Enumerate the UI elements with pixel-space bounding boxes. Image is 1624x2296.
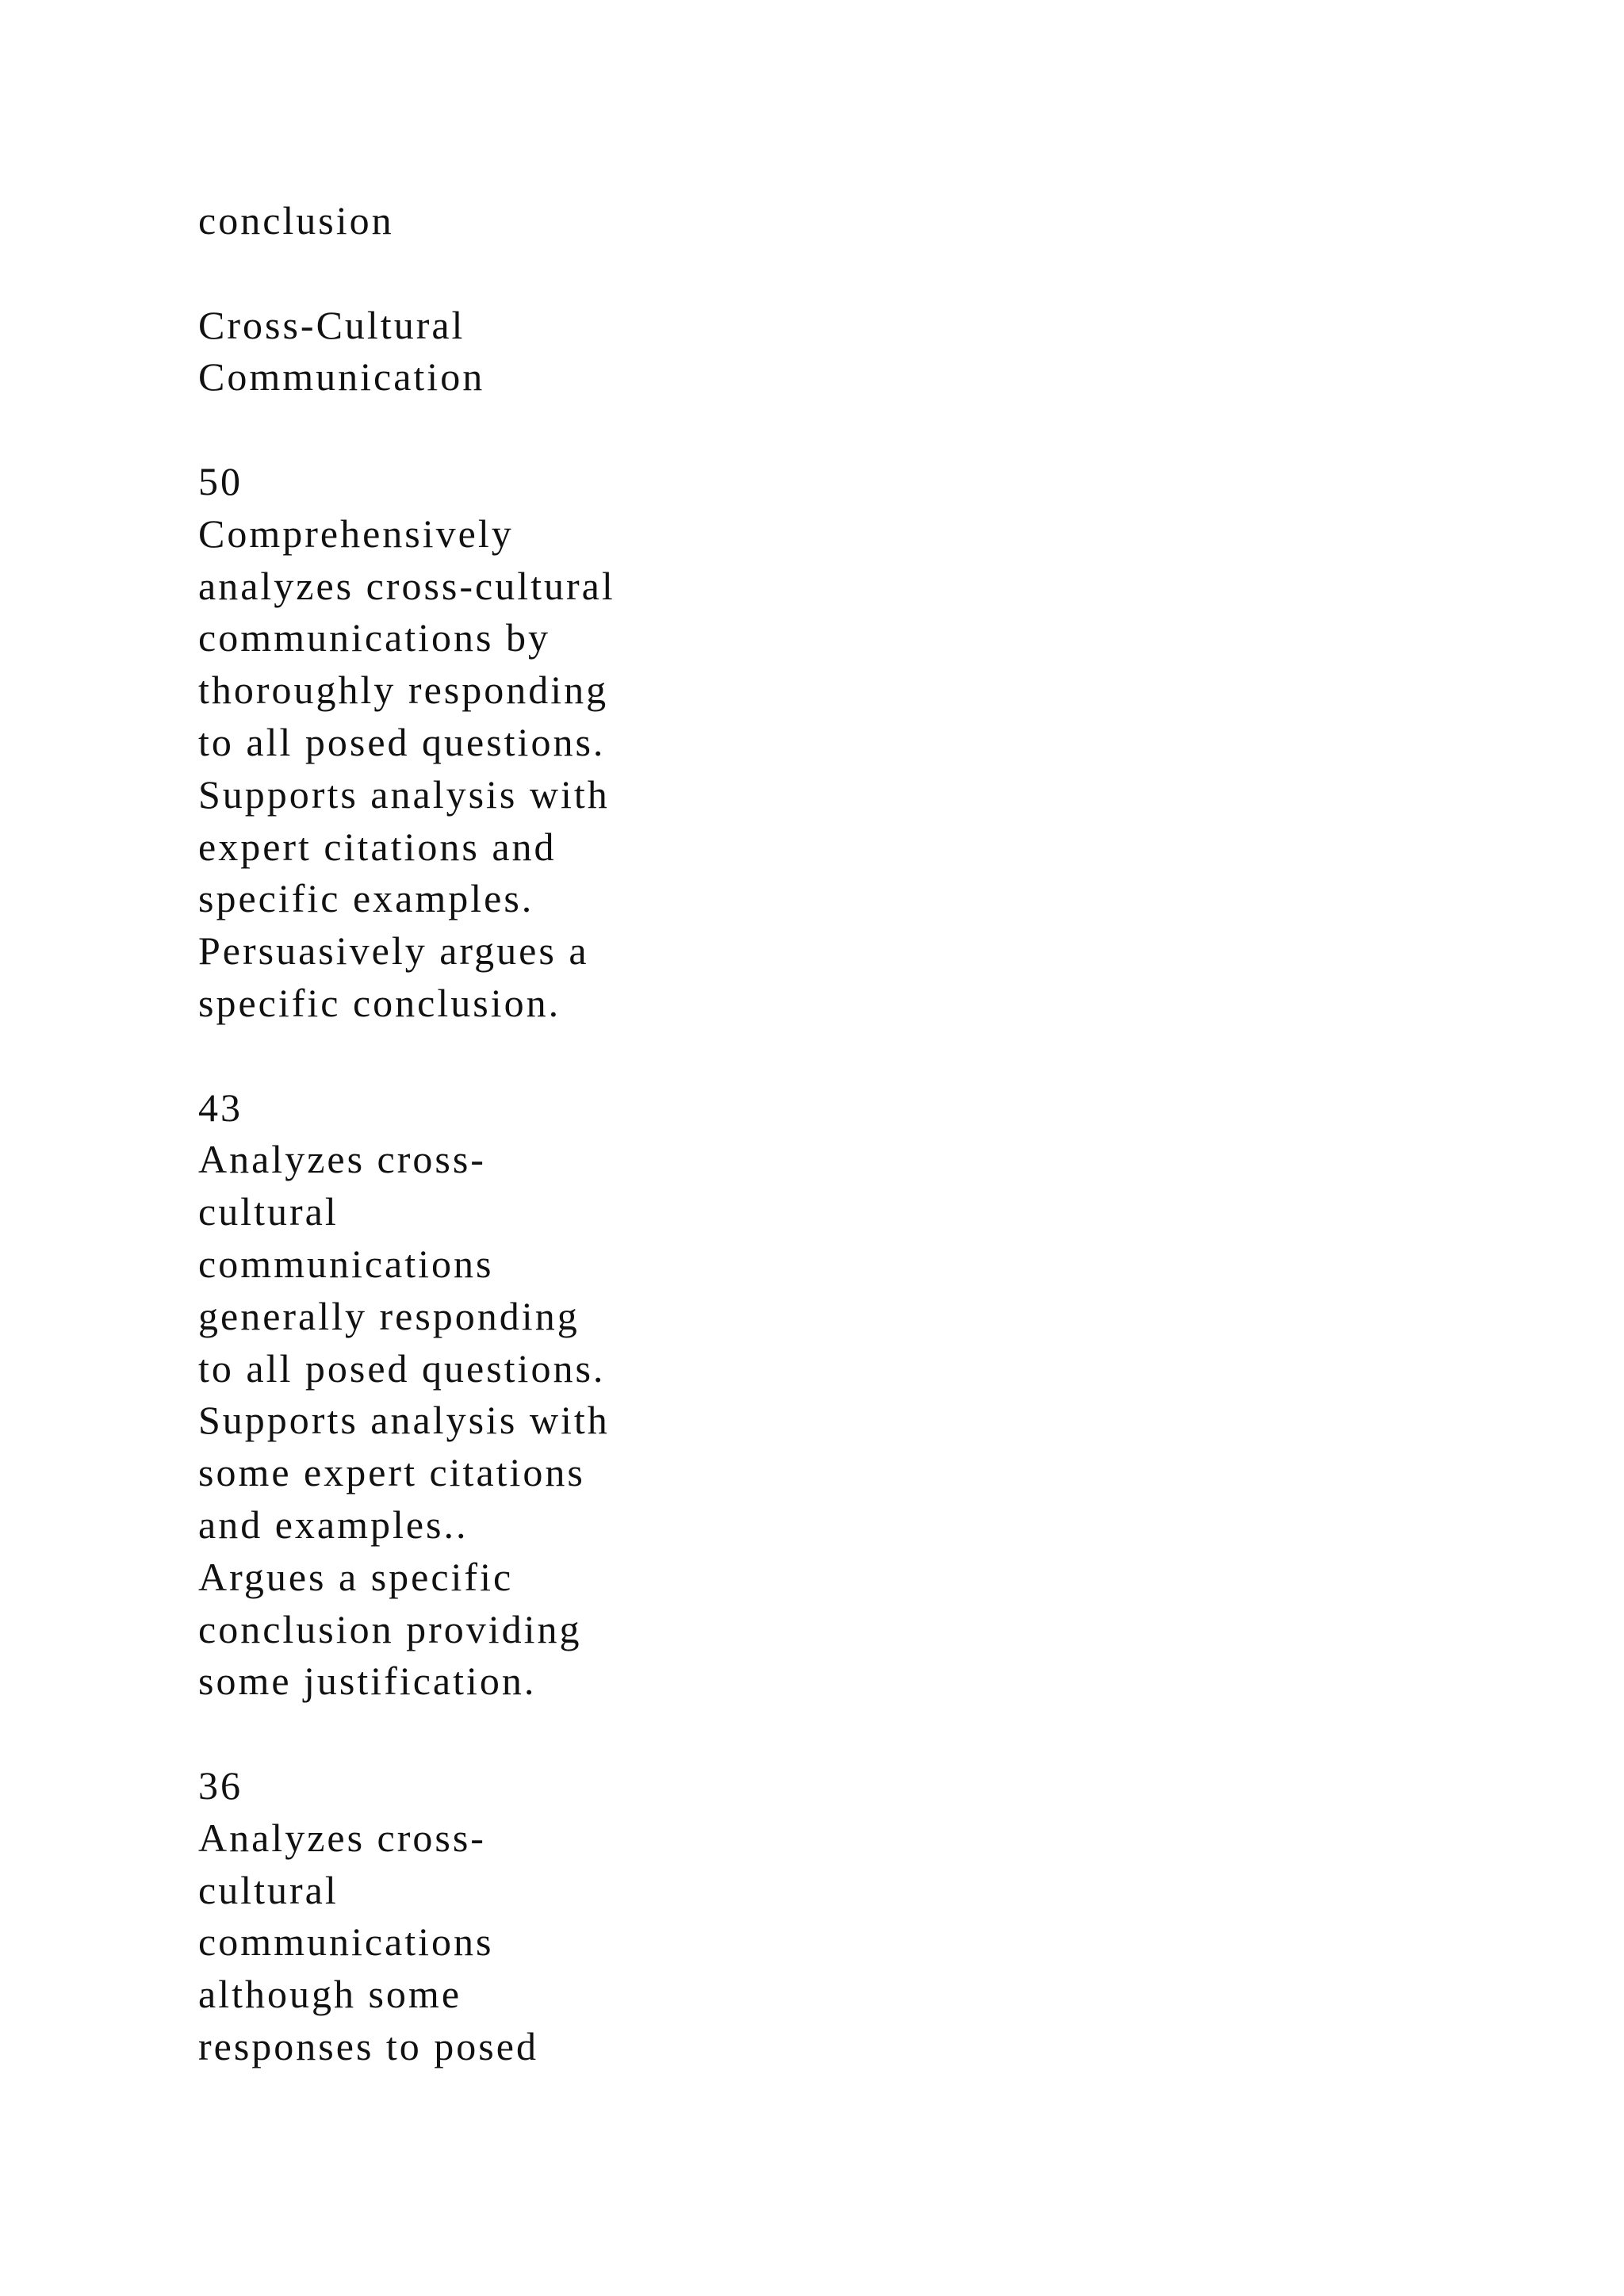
level-description-line: although some <box>198 1972 462 2017</box>
level-description-line: Persuasively argues a <box>198 928 589 974</box>
level-description-line: and examples.. <box>198 1502 469 1547</box>
level-points: 43 <box>198 1085 243 1130</box>
level-description-line: Analyzes cross- <box>198 1137 486 1182</box>
level-description-line: generally responding <box>198 1293 580 1338</box>
spacer <box>198 404 912 456</box>
level-description-line: Comprehensively <box>198 511 514 556</box>
header-word: conclusion <box>198 198 394 243</box>
level-points: 36 <box>198 1762 243 1808</box>
level-description-line: some expert citations <box>198 1450 585 1495</box>
level-description-line: thoroughly responding <box>198 668 609 713</box>
level-description-line: communications <box>198 1241 494 1286</box>
level-description-line: specific examples. <box>198 876 534 921</box>
level-description-line: to all posed questions. <box>198 1345 606 1391</box>
spacer <box>198 1030 912 1082</box>
level-description-line: specific conclusion. <box>198 980 561 1025</box>
level-description-line: Supports analysis with <box>198 1398 610 1443</box>
level-points: 50 <box>198 458 243 503</box>
level-description-line: to all posed questions. <box>198 719 606 764</box>
text-column <box>198 195 912 2073</box>
level-description-line: Analyzes cross- <box>198 1815 486 1860</box>
level-description-line: analyzes cross-cultural <box>198 563 615 608</box>
level-description-line: cultural <box>198 1189 339 1234</box>
level-description-line: Argues a specific <box>198 1554 514 1599</box>
spacer <box>198 247 912 300</box>
level-description-line: Supports analysis with <box>198 771 610 817</box>
level-description-line: expert citations and <box>198 824 557 869</box>
level-description-line: cultural <box>198 1867 339 1912</box>
spacer <box>198 1708 912 1760</box>
level-description-line: some justification. <box>198 1659 537 1704</box>
level-description-line: responses to posed <box>198 2023 538 2068</box>
level-description-line: communications by <box>198 615 550 660</box>
criterion-line: Cross-Cultural <box>198 302 465 347</box>
criterion-line: Communication <box>198 354 485 400</box>
level-description-line: communications <box>198 1919 494 1965</box>
level-description-line: conclusion providing <box>198 1606 582 1651</box>
